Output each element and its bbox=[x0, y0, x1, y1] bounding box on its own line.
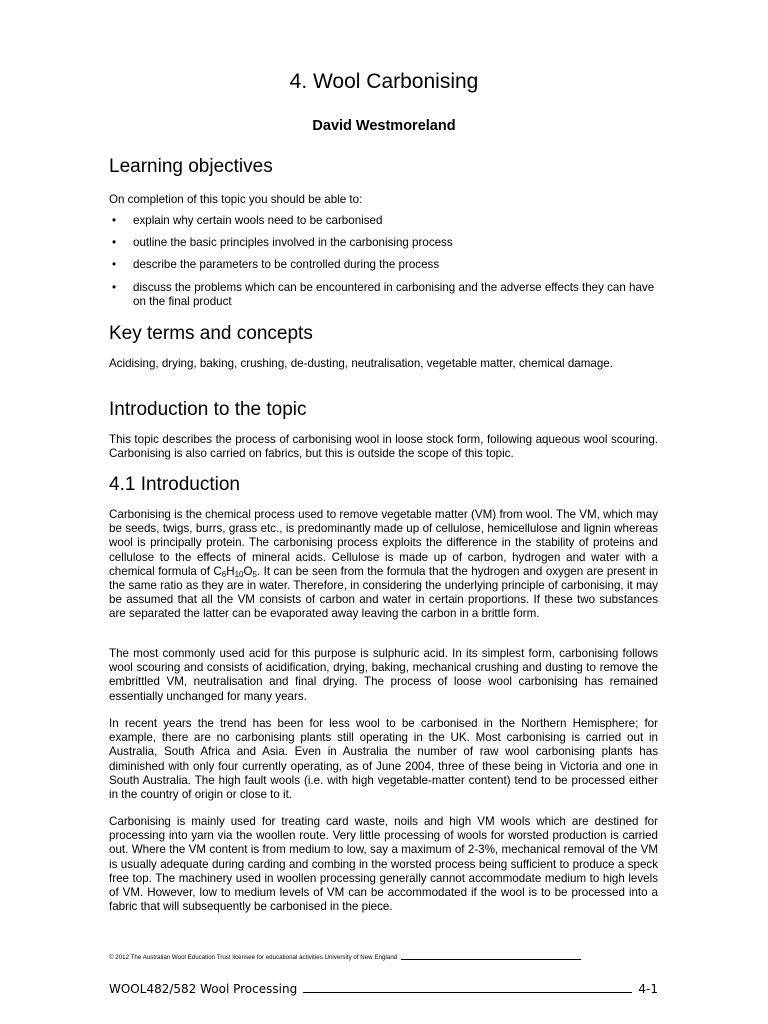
list-item bbox=[109, 214, 658, 228]
key-terms-text: Acidising, drying, baking, crushing, de-dusting, neutralisation, vegetable matter, chemical damage. bbox=[109, 357, 613, 370]
section-4-1-paragraph-1 bbox=[109, 508, 658, 622]
paragraph-text: . It can be seen from the formula that the hydrogen and oxygen are present in the same ratio as they are in water. Therefore, in considering the underlying principle of carbonising, it may be assumed that all the VM consists of carbon and water in certain proportions. If these two substances are separated the latter can be evaporated away leaving the carbon in a brittle form. bbox=[109, 564, 658, 621]
learning-objectives-intro: On completion of this topic you should be able to: bbox=[109, 193, 363, 206]
section-4-1-paragraph-4: Carbonising is mainly used for treating card waste, noils and high VM wools which are destined for processing into yarn via the woollen route. Very little processing of wools for worsted production is carried out. Where the VM content is from medium to low, say a maximum of 2-3%, mechanical removal of the VM is usually adequate during carding and combing in the worsted process being sufficient to produce a speck free top. The machinery used in woollen processing generally cannot accommodate medium to high levels of VM. However, low to medium levels of VM can be accommodated if the wool is to be processed into a fabric that will subsequently be carbonised in the piece. bbox=[109, 815, 658, 914]
list-item bbox=[109, 258, 658, 272]
learning-objectives-list bbox=[109, 214, 658, 309]
section-4-1-heading: 4.1 Introduction bbox=[109, 474, 240, 495]
section-4-1-paragraph-2: The most commonly used acid for this purpose is sulphuric acid. In its simplest form, carbonising follows wool scouring and consists of acidification, drying, baking, mechanical crushing and dusting to remove the embrittled VM, neutralisation and final drying. The process of loose wool carbonising has remained essentially unchanged for many years. bbox=[109, 647, 658, 703]
bullet-icon: • bbox=[112, 214, 117, 227]
intro-topic-text: This topic describes the process of carbonising wool in loose stock form, following aqueous wool scouring. Carbonising is also carried on fabrics, but this is outside the scope of this topic. bbox=[109, 433, 658, 461]
page-number: 4-1 bbox=[638, 982, 658, 996]
footer-rule bbox=[303, 992, 632, 993]
list-item bbox=[109, 236, 658, 250]
key-terms-heading: Key terms and concepts bbox=[109, 323, 313, 344]
page-footer bbox=[109, 982, 658, 996]
learning-objectives-heading: Learning objectives bbox=[109, 156, 273, 177]
list-item bbox=[109, 281, 658, 309]
bullet-icon: • bbox=[112, 280, 117, 294]
list-item-text: explain why certain wools need to be carbonised bbox=[133, 214, 383, 227]
section-4-1-paragraph-3: In recent years the trend has been for less wool to be carbonised in the Northern Hemisphere; for example, there are no carbonising plants still operating in the UK. Most carbonising is carried out in Australia, South Africa and Asia. Even in Australia the number of raw wool carbonising plants has diminished with only four currently operating, as of June 2004, three of these being in Victoria and one in South Australia. The high fault wools (i.e. with high vegetable-matter content) tend to be processed either in the country of origin or close to it. bbox=[109, 717, 658, 802]
course-name: WOOL482/582 Wool Processing bbox=[109, 982, 298, 996]
list-item-text: describe the parameters to be controlled during the process bbox=[133, 258, 440, 272]
chapter-title: 4. Wool Carbonising bbox=[289, 70, 479, 93]
bullet-icon: • bbox=[112, 258, 117, 272]
intro-topic-heading: Introduction to the topic bbox=[109, 399, 307, 420]
list-item-text: outline the basic principles involved in the carbonising process bbox=[133, 236, 453, 250]
cellulose-formula: $C_6H_{10}O_5$ bbox=[213, 564, 257, 579]
footer-rule bbox=[401, 959, 581, 960]
paragraph-text: Carbonising is the chemical process used to remove vegetable matter (VM) from wool. The VM, which may be seeds, twigs, burrs, grass etc., is predominantly made up of cellulose, hemicellulose and lignin whereas wool is principally protein. The carbonising process exploits the difference in the stability of proteins and cellulose to the effects of mineral acids. Cellulose is made up of carbon, hydrogen and water with a chemical formula of bbox=[109, 508, 658, 578]
bullet-icon: • bbox=[112, 236, 117, 250]
author-name: David Westmoreland bbox=[312, 118, 456, 134]
list-item-text: discuss the problems which can be encountered in carbonising and the adverse effects they can have on the final product bbox=[133, 280, 655, 308]
copyright-notice: © 2012 The Australian Wool Education Trust licensee for educational activities University of New England bbox=[109, 954, 581, 961]
